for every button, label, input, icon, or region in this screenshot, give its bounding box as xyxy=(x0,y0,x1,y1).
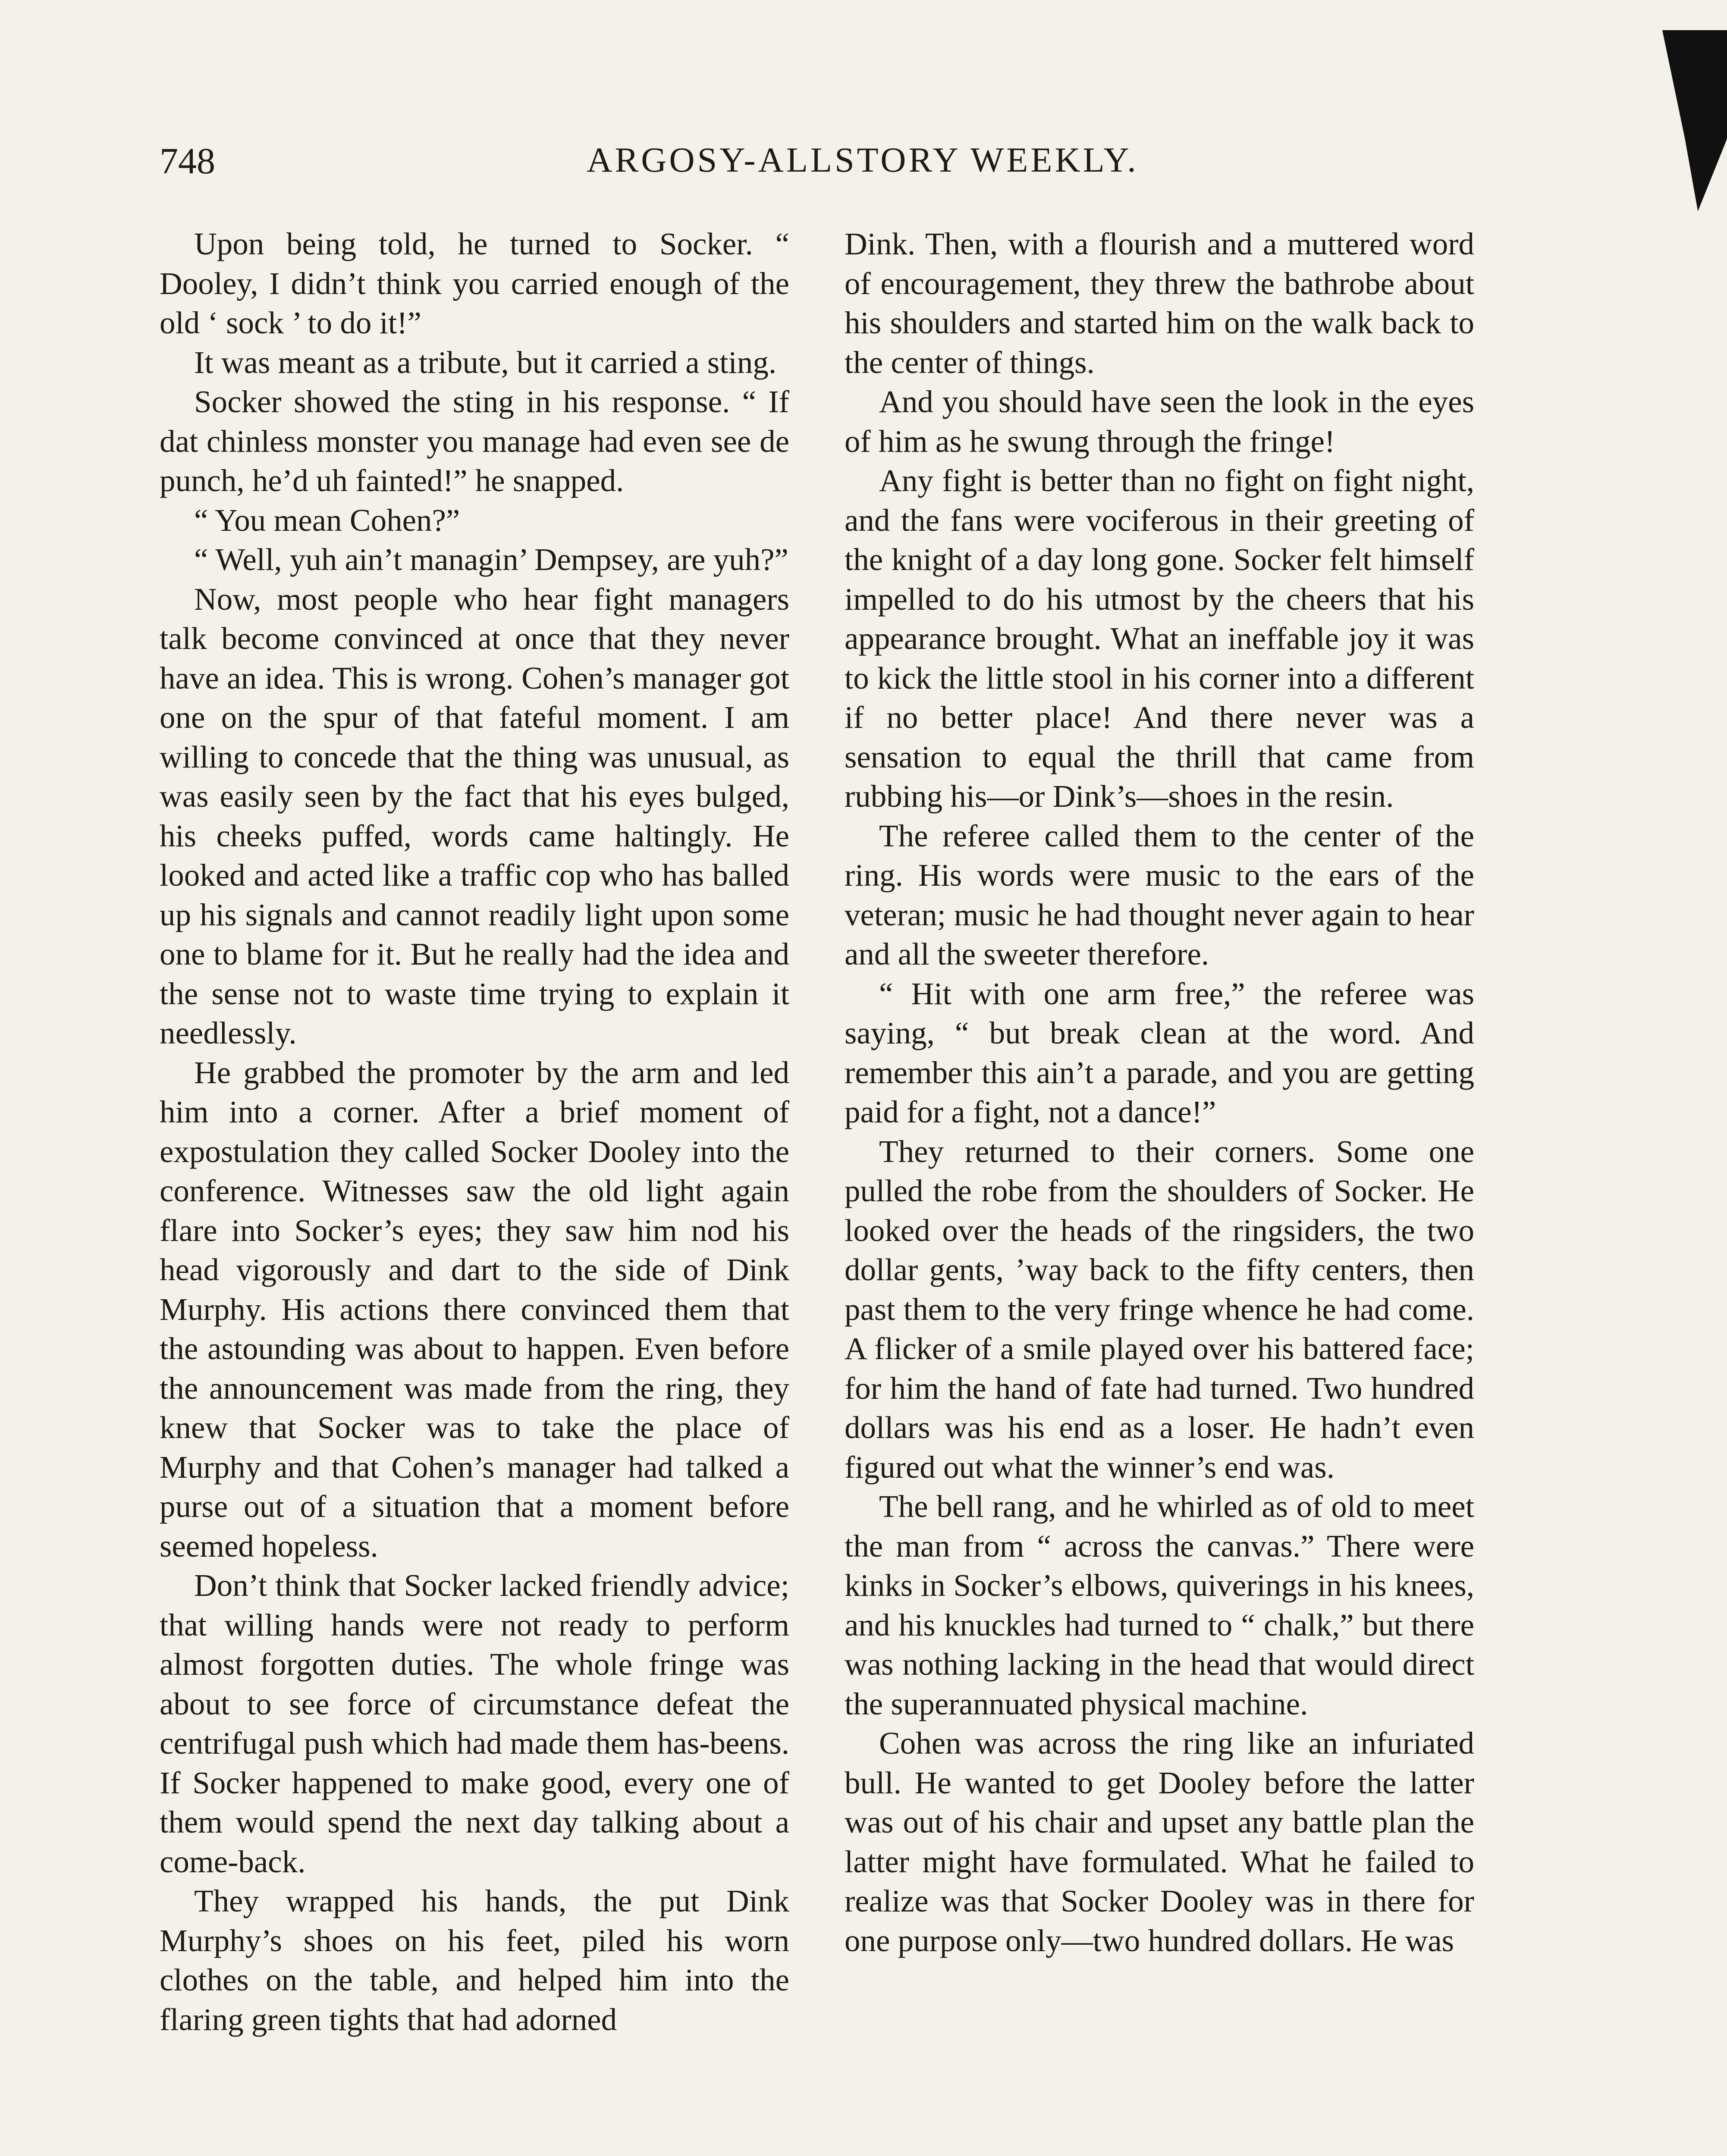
paragraph: The bell rang, and he whirled as of old to meet the man from “ across the canvas.” There were kinks in Socker’s elbows, quiverings in his knees, and his knuckles had turned to “ chalk,” but there was nothing lacking in the head that would direct the superannuated physical machine. xyxy=(845,1489,1474,1721)
page-number: 748 xyxy=(160,140,215,182)
paragraph: Cohen was across the ring like an infuriated bull. He wanted to get Dooley before the latter was out of his chair and upset any battle plan the latter might have formulated. What he failed to realize was that Socker Dooley was in there for one purpose only—two hundred dollars. He was xyxy=(845,1726,1474,1958)
paragraph: The referee called them to the center of the ring. His words were music to the ears of the veteran; music he had thought never again to hear and all the sweeter therefore. xyxy=(845,818,1474,971)
running-title: ARGOSY-ALLSTORY WEEKLY. xyxy=(587,140,1139,179)
paragraph: Now, most people who hear fight managers talk become convinced at once that they never have an idea. This is wrong. Cohen’s manager got one on the spur of that fateful moment. I am willing to concede that the thing was unusual, as was easily seen by the fact that his eyes bulged, his cheeks puffed, words came haltingly. He looked and acted like a traffic cop who has balled up his signals and cannot readily light upon some one to blame for it. But he really had the idea and the sense not to waste time trying to explain it needlessly. xyxy=(160,581,789,1050)
paragraph: He grabbed the promoter by the arm and led him into a corner. After a brief moment of expostulation they called Socker Dooley into the conference. Witnesses saw the old light again flare into Socker’s eyes; they saw him nod his head vigorously and dart to the side of Dink Murphy. His actions there convinced them that the astounding was about to happen. Even before the announcement was made from the ring, they knew that Socker was to take the place of Murphy and that Cohen’s manager had talked a purse out of a situation that a moment before seemed hopeless. xyxy=(160,1055,789,1564)
left-column xyxy=(160,224,789,2039)
paragraph: They returned to their corners. Some one pulled the robe from the shoulders of Socker. He looked over the heads of the ringsiders, the two dollar gents, ’way back to the fifty centers, then past them to the very fringe whence he had come. A flicker of a smile played over his battered face; for him the hand of fate had turned. Two hundred dollars was his end as a loser. He hadn’t even figured out what the winner’s end was. xyxy=(845,1134,1474,1485)
paragraph: Socker showed the sting in his response. “ If dat chinless monster you manage had even see de punch, he’d uh fainted!” he snapped. xyxy=(160,384,789,498)
paragraph: And you should have seen the look in the eyes of him as he swung through the fringe! xyxy=(845,384,1474,459)
paragraph: Upon being told, he turned to Socker. “ Dooley, I didn’t think you carried enough of the old ‘ sock ’ to do it!” xyxy=(160,226,789,340)
right-column xyxy=(845,224,1474,1960)
scan-edge-mark xyxy=(1662,30,1727,211)
paragraph: They wrapped his hands, the put Dink Murphy’s shoes on his feet, piled his worn clothes on the table, and helped him into the flaring green tights that had adorned xyxy=(160,1883,789,2037)
paragraph: “ Hit with one arm free,” the referee was saying, “ but break clean at the word. And remember this ain’t a parade, and you are getting paid for a fight, not a dance!” xyxy=(845,976,1474,1129)
paragraph: “ Well, yuh ain’t managin’ Dempsey, are yuh?” xyxy=(194,542,788,577)
paragraph: It was meant as a tribute, but it carried a sting. xyxy=(194,345,777,380)
paragraph: Any fight is better than no fight on fight night, and the fans were vociferous in their greeting of the knight of a day long gone. Socker felt himself impelled to do his utmost by the cheers that his appearance brought. What an ineffable joy it was to kick the little stool in his corner into a different if no better place! And there never was a sensation to equal the thrill that came from rubbing his—or Dink’s—shoes in the resin. xyxy=(845,463,1474,814)
paragraph: Don’t think that Socker lacked friendly advice; that willing hands were not ready to perform almost forgotten duties. The whole fringe was about to see force of circumstance defeat the centrifugal push which had made them has-beens. If Socker happened to make good, every one of them would spend the next day talking about a come-back. xyxy=(160,1568,789,1879)
paragraph-continued: Dink. Then, with a flourish and a muttered word of encouragement, they threw the bathrobe about his shoulders and started him on the walk back to the center of things. xyxy=(845,226,1474,380)
page-header xyxy=(160,142,1566,207)
paragraph: “ You mean Cohen?” xyxy=(194,502,460,538)
